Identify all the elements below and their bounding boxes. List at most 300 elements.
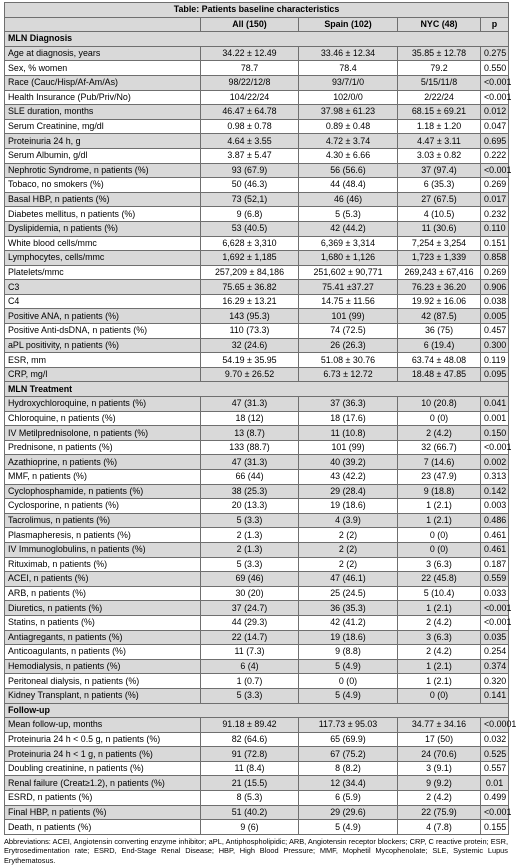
table-cell: <0.001: [481, 615, 509, 630]
table-container: [4, 2, 516, 866]
section-title: Follow-up: [5, 703, 509, 718]
table-cell: 7,254 ± 3,254: [398, 236, 481, 251]
table-cell: 51 (40.2): [201, 805, 299, 820]
table-row: [5, 820, 509, 835]
row-label: Anticoagulants, n patients (%): [5, 645, 201, 660]
row-label: Age at diagnosis, years: [5, 46, 201, 61]
table-cell: 22 (14.7): [201, 630, 299, 645]
row-label: C3: [5, 280, 201, 295]
table-cell: 0.374: [481, 659, 509, 674]
table-cell: 37 (24.7): [201, 601, 299, 616]
table-row: [5, 411, 509, 426]
table-row: [5, 178, 509, 193]
table-cell: 73 (52,1): [201, 192, 299, 207]
row-label: White blood cells/mmc: [5, 236, 201, 251]
table-cell: 6 (5.9): [299, 791, 398, 806]
table-cell: 101 (99): [299, 440, 398, 455]
table-cell: 0.89 ± 0.48: [299, 119, 398, 134]
table-row: [5, 645, 509, 660]
table-cell: 0.012: [481, 105, 509, 120]
table-cell: 93 (67.9): [201, 163, 299, 178]
table-row: [5, 75, 509, 90]
row-label: Serum Creatinine, mg/dl: [5, 119, 201, 134]
section-title: MLN Treatment: [5, 382, 509, 397]
table-cell: 0.499: [481, 791, 509, 806]
table-cell: 0 (0): [299, 674, 398, 689]
row-label: ACEI, n patients (%): [5, 572, 201, 587]
table-cell: 47 (46.1): [299, 572, 398, 587]
row-label: Health Insurance (Pub/Priv/No): [5, 90, 201, 105]
table-cell: 5 (3.3): [201, 513, 299, 528]
table-cell: 98/22/12/8: [201, 75, 299, 90]
table-cell: 1.18 ± 1.20: [398, 119, 481, 134]
table-cell: 257,209 ± 84,186: [201, 265, 299, 280]
table-row: [5, 163, 509, 178]
table-row: [5, 309, 509, 324]
table-cell: 0.187: [481, 557, 509, 572]
table-row: [5, 236, 509, 251]
row-label: Diuretics, n patients (%): [5, 601, 201, 616]
table-cell: 12 (34.4): [299, 776, 398, 791]
baseline-characteristics-table: [4, 2, 516, 835]
table-row: [5, 484, 509, 499]
table-row: [5, 46, 509, 61]
table-cell: 36 (75): [398, 324, 481, 339]
table-cell: 102/0/0: [299, 90, 398, 105]
table-cell: 74 (72.5): [299, 324, 398, 339]
table-cell: 0.032: [481, 732, 509, 747]
table-cell: 0.98 ± 0.78: [201, 119, 299, 134]
table-row: [5, 61, 509, 76]
table-cell: 0.525: [481, 747, 509, 762]
table-cell: 2 (1.3): [201, 528, 299, 543]
row-label: MMF, n patients (%): [5, 470, 201, 485]
table-cell: 0.110: [481, 221, 509, 236]
table-cell: 0.695: [481, 134, 509, 149]
table-row: [5, 572, 509, 587]
row-label: Renal failure (Creat≥1.2), n patients (%): [5, 776, 201, 791]
table-cell: 34.22 ± 12.49: [201, 46, 299, 61]
table-cell: 0.035: [481, 630, 509, 645]
table-cell: 18 (17.6): [299, 411, 398, 426]
table-cell: 6.73 ± 12.72: [299, 367, 398, 382]
table-cell: 0.559: [481, 572, 509, 587]
table-cell: 0 (0): [398, 542, 481, 557]
table-row: [5, 426, 509, 441]
table-cell: 0.461: [481, 542, 509, 557]
table-cell: 0.254: [481, 645, 509, 660]
table-cell: 269,243 ± 67,416: [398, 265, 481, 280]
table-row: [5, 455, 509, 470]
table-cell: 3.87 ± 5.47: [201, 148, 299, 163]
row-label: Hydroxychloroquine, n patients (%): [5, 397, 201, 412]
table-cell: 2 (2): [299, 542, 398, 557]
row-label: Proteinuria 24 h < 1 g, n patients (%): [5, 747, 201, 762]
table-cell: 8 (5.3): [201, 791, 299, 806]
table-cell: 1 (2.1): [398, 659, 481, 674]
table-row: [5, 338, 509, 353]
table-cell: 0.047: [481, 119, 509, 134]
row-label: CRP, mg/l: [5, 367, 201, 382]
table-cell: 53 (40.5): [201, 221, 299, 236]
row-label: Prednisone, n patients (%): [5, 440, 201, 455]
table-cell: 27 (67.5): [398, 192, 481, 207]
table-cell: 38 (25.3): [201, 484, 299, 499]
table-cell: 35.85 ± 12.78: [398, 46, 481, 61]
table-cell: 91 (72.8): [201, 747, 299, 762]
table-cell: 117.73 ± 95.03: [299, 718, 398, 733]
section-title: MLN Diagnosis: [5, 32, 509, 47]
table-cell: 66 (44): [201, 470, 299, 485]
table-cell: 0.017: [481, 192, 509, 207]
row-label: Sex, % women: [5, 61, 201, 76]
table-cell: 46 (46): [299, 192, 398, 207]
table-cell: 0.155: [481, 820, 509, 835]
table-cell: 78.7: [201, 61, 299, 76]
table-cell: 3.03 ± 0.82: [398, 148, 481, 163]
table-cell: 13 (8.7): [201, 426, 299, 441]
table-cell: 1 (2.1): [398, 499, 481, 514]
table-cell: 23 (47.9): [398, 470, 481, 485]
table-row: [5, 542, 509, 557]
row-label: Antiagregants, n patients (%): [5, 630, 201, 645]
table-cell: 54.19 ± 35.95: [201, 353, 299, 368]
table-cell: 33.46 ± 12.34: [299, 46, 398, 61]
table-cell: 65 (69.9): [299, 732, 398, 747]
table-cell: 14.75 ± 11.56: [299, 294, 398, 309]
row-label: IV Metilprednisolone, n patients (%): [5, 426, 201, 441]
abbreviations-note: Abbreviations: ACEI, Angiotensin converting enzyme inhibitor; aPL, Antiphospholipidic; ARB, Angiotensin receptor blockers; CRP, C reactive protein; ESR, Erytrosedimentation rate; ESRD, End-Stage Renal Disease; HBP, High Blood Pressure; MMF, Mophetil Mycophenolate; SLE, Systemic Lupus Erythematosus.: [4, 836, 508, 866]
table-cell: 0.275: [481, 46, 509, 61]
table-cell: 76.23 ± 36.20: [398, 280, 481, 295]
table-cell: 79.2: [398, 61, 481, 76]
table-cell: 22 (75.9): [398, 805, 481, 820]
row-label: SLE duration, months: [5, 105, 201, 120]
table-cell: 5 (4.9): [299, 688, 398, 703]
table-cell: 1,680 ± 1,126: [299, 251, 398, 266]
table-cell: 0.269: [481, 178, 509, 193]
row-label: Tobaco, no smokers (%): [5, 178, 201, 193]
table-cell: 78.4: [299, 61, 398, 76]
row-label: ESR, mm: [5, 353, 201, 368]
table-cell: 11 (7.3): [201, 645, 299, 660]
table-body: [5, 3, 516, 835]
table-row: [5, 90, 509, 105]
table-cell: 19 (18.6): [299, 499, 398, 514]
table-cell: 4.47 ± 3.11: [398, 134, 481, 149]
table-cell: 2 (2): [299, 557, 398, 572]
table-cell: 4.72 ± 3.74: [299, 134, 398, 149]
table-cell: 11 (8.4): [201, 761, 299, 776]
table-cell: 32 (24.6): [201, 338, 299, 353]
table-cell: 16.29 ± 13.21: [201, 294, 299, 309]
table-cell: 0.300: [481, 338, 509, 353]
table-cell: 0.313: [481, 470, 509, 485]
table-cell: 75.65 ± 36.82: [201, 280, 299, 295]
table-cell: 24 (70.6): [398, 747, 481, 762]
table-cell: 0.041: [481, 397, 509, 412]
table-cell: 37 (97.4): [398, 163, 481, 178]
table-cell: 6,369 ± 3,314: [299, 236, 398, 251]
table-cell: 251,602 ± 90,771: [299, 265, 398, 280]
table-row: [5, 615, 509, 630]
table-row: [5, 324, 509, 339]
section-header-row: [5, 32, 509, 47]
table-cell: 0.486: [481, 513, 509, 528]
row-label: Doubling creatinine, n patients (%): [5, 761, 201, 776]
row-label: Platelets/mmc: [5, 265, 201, 280]
row-label: Mean follow-up, months: [5, 718, 201, 733]
table-cell: 0.001: [481, 411, 509, 426]
table-row: [5, 659, 509, 674]
table-cell: 2 (1.3): [201, 542, 299, 557]
table-row: [5, 586, 509, 601]
table-cell: 91.18 ± 89.42: [201, 718, 299, 733]
table-cell: 0.003: [481, 499, 509, 514]
table-cell: 0.151: [481, 236, 509, 251]
table-cell: 5 (10.4): [398, 586, 481, 601]
table-cell: 0.002: [481, 455, 509, 470]
table-cell: 133 (88.7): [201, 440, 299, 455]
table-cell: <0.0001: [481, 718, 509, 733]
table-cell: 46.47 ± 64.78: [201, 105, 299, 120]
table-cell: 0.038: [481, 294, 509, 309]
table-cell: 4 (3.9): [299, 513, 398, 528]
table-cell: 7 (14.6): [398, 455, 481, 470]
table-cell: 20 (13.3): [201, 499, 299, 514]
table-cell: 9 (6.8): [201, 207, 299, 222]
table-cell: 0 (0): [398, 528, 481, 543]
table-cell: 0.320: [481, 674, 509, 689]
table-cell: 2/22/24: [398, 90, 481, 105]
table-cell: 19.92 ± 16.06: [398, 294, 481, 309]
row-label: Positive Anti-dsDNA, n patients (%): [5, 324, 201, 339]
table-cell: 51.08 ± 30.76: [299, 353, 398, 368]
table-cell: <0.001: [481, 440, 509, 455]
table-cell: 82 (64.6): [201, 732, 299, 747]
table-cell: 25 (24.5): [299, 586, 398, 601]
table-cell: 0.461: [481, 528, 509, 543]
table-cell: 5 (3.3): [201, 557, 299, 572]
table-cell: 3 (6.3): [398, 630, 481, 645]
table-cell: 2 (4.2): [398, 615, 481, 630]
table-row: [5, 192, 509, 207]
row-label: Hemodialysis, n patients (%): [5, 659, 201, 674]
table-row: [5, 105, 509, 120]
table-row: [5, 688, 509, 703]
table-cell: 0.269: [481, 265, 509, 280]
table-row: [5, 805, 509, 820]
table-cell: 6 (35.3): [398, 178, 481, 193]
table-cell: 0 (0): [398, 688, 481, 703]
table-cell: 6 (4): [201, 659, 299, 674]
row-label: Cyclosporine, n patients (%): [5, 499, 201, 514]
table-row: [5, 221, 509, 236]
table-row: [5, 251, 509, 266]
table-row: [5, 397, 509, 412]
table-cell: 67 (75.2): [299, 747, 398, 762]
table-cell: 5 (5.3): [299, 207, 398, 222]
table-cell: 0.005: [481, 309, 509, 324]
table-cell: 4.64 ± 3.55: [201, 134, 299, 149]
table-cell: 68.15 ± 69.21: [398, 105, 481, 120]
table-cell: 36 (35.3): [299, 601, 398, 616]
row-label: Positive ANA, n patients (%): [5, 309, 201, 324]
table-cell: 0.142: [481, 484, 509, 499]
table-cell: 9.70 ± 26.52: [201, 367, 299, 382]
table-cell: 3 (6.3): [398, 557, 481, 572]
table-cell: 22 (45.8): [398, 572, 481, 587]
table-cell: 17 (50): [398, 732, 481, 747]
table-row: [5, 499, 509, 514]
table-cell: 143 (95.3): [201, 309, 299, 324]
table-row: [5, 557, 509, 572]
table-cell: 44 (48.4): [299, 178, 398, 193]
column-header: Spain (102): [299, 17, 398, 32]
table-cell: 4.30 ± 6.66: [299, 148, 398, 163]
table-row: [5, 367, 509, 382]
table-cell: 3 (9.1): [398, 761, 481, 776]
table-cell: 1 (2.1): [398, 601, 481, 616]
table-row: [5, 440, 509, 455]
column-header: p: [481, 17, 509, 32]
table-cell: 1,692 ± 1,185: [201, 251, 299, 266]
table-row: [5, 601, 509, 616]
table-cell: 37 (36.3): [299, 397, 398, 412]
table-cell: 0.550: [481, 61, 509, 76]
table-cell: 2 (4.2): [398, 426, 481, 441]
row-label: Cyclophosphamide, n patients (%): [5, 484, 201, 499]
table-cell: 0.119: [481, 353, 509, 368]
row-label: ESRD, n patients (%): [5, 791, 201, 806]
table-cell: 75.41 ±37.27: [299, 280, 398, 295]
row-label: Final HBP, n patients (%): [5, 805, 201, 820]
table-cell: 11 (30.6): [398, 221, 481, 236]
table-cell: 1 (2.1): [398, 513, 481, 528]
table-cell: 2 (4.2): [398, 645, 481, 660]
table-cell: 5 (4.9): [299, 820, 398, 835]
row-label: Diabetes mellitus, n patients (%): [5, 207, 201, 222]
table-cell: 6 (19.4): [398, 338, 481, 353]
table-cell: 0.033: [481, 586, 509, 601]
section-header-row: [5, 703, 509, 718]
row-label: Proteinuria 24 h, g: [5, 134, 201, 149]
table-cell: <0.001: [481, 75, 509, 90]
table-cell: 4 (10.5): [398, 207, 481, 222]
row-label: Dyslipidemia, n patients (%): [5, 221, 201, 236]
table-cell: 0.01: [481, 776, 509, 791]
row-label: Serum Albumin, g/dl: [5, 148, 201, 163]
column-header-row: [5, 17, 509, 32]
table-cell: 63.74 ± 48.08: [398, 353, 481, 368]
table-row: [5, 791, 509, 806]
table-cell: 5 (4.9): [299, 659, 398, 674]
table-cell: 11 (10.8): [299, 426, 398, 441]
table-row: [5, 776, 509, 791]
table-cell: 9 (18.8): [398, 484, 481, 499]
table-cell: 9 (6): [201, 820, 299, 835]
table-cell: 9 (9.2): [398, 776, 481, 791]
table-row: [5, 353, 509, 368]
table-cell: <0.001: [481, 163, 509, 178]
table-cell: 19 (18.6): [299, 630, 398, 645]
table-cell: 47 (31.3): [201, 455, 299, 470]
table-cell: 1 (0.7): [201, 674, 299, 689]
table-cell: 93/7/1/0: [299, 75, 398, 90]
row-label: Race (Cauc/Hisp/Af-Am/As): [5, 75, 201, 90]
table-cell: 2 (4.2): [398, 791, 481, 806]
table-cell: <0.001: [481, 90, 509, 105]
table-cell: 0.557: [481, 761, 509, 776]
table-row: [5, 280, 509, 295]
table-cell: 10 (20.8): [398, 397, 481, 412]
table-cell: 29 (29.6): [299, 805, 398, 820]
row-label: Tacrolimus, n patients (%): [5, 513, 201, 528]
row-label: ARB, n patients (%): [5, 586, 201, 601]
table-cell: 0.858: [481, 251, 509, 266]
table-cell: 4 (7.8): [398, 820, 481, 835]
table-row: [5, 148, 509, 163]
table-cell: 9 (8.8): [299, 645, 398, 660]
table-row: [5, 513, 509, 528]
row-label: Kidney Transplant, n patients (%): [5, 688, 201, 703]
table-cell: <0.001: [481, 601, 509, 616]
row-label: Death, n patients (%): [5, 820, 201, 835]
table-cell: 18 (12): [201, 411, 299, 426]
table-cell: 6,628 ± 3,310: [201, 236, 299, 251]
table-cell: 47 (31.3): [201, 397, 299, 412]
column-header: [5, 17, 201, 32]
table-cell: 0.222: [481, 148, 509, 163]
table-cell: 2 (2): [299, 528, 398, 543]
table-cell: 0.141: [481, 688, 509, 703]
table-row: [5, 119, 509, 134]
row-label: IV Immunoglobulins, n patients (%): [5, 542, 201, 557]
table-row: [5, 761, 509, 776]
row-label: Nephrotic Syndrome, n patients (%): [5, 163, 201, 178]
table-cell: 21 (15.5): [201, 776, 299, 791]
table-row: [5, 207, 509, 222]
table-cell: 44 (29.3): [201, 615, 299, 630]
table-cell: 0.150: [481, 426, 509, 441]
table-row: [5, 674, 509, 689]
table-cell: 1,723 ± 1,339: [398, 251, 481, 266]
row-label: C4: [5, 294, 201, 309]
table-cell: 5 (3.3): [201, 688, 299, 703]
column-header: All (150): [201, 17, 299, 32]
table-cell: 42 (41.2): [299, 615, 398, 630]
table-cell: 56 (56.6): [299, 163, 398, 178]
column-header: NYC (48): [398, 17, 481, 32]
row-label: Lymphocytes, cells/mmc: [5, 251, 201, 266]
table-cell: 0.232: [481, 207, 509, 222]
table-cell: 69 (46): [201, 572, 299, 587]
table-cell: 5/15/11/8: [398, 75, 481, 90]
table-cell: 30 (20): [201, 586, 299, 601]
row-label: Proteinuria 24 h < 0.5 g, n patients (%): [5, 732, 201, 747]
table-cell: 43 (42.2): [299, 470, 398, 485]
table-row: [5, 528, 509, 543]
table-cell: <0.001: [481, 805, 509, 820]
table-cell: 32 (66.7): [398, 440, 481, 455]
table-cell: 18.48 ± 47.85: [398, 367, 481, 382]
table-row: [5, 470, 509, 485]
table-cell: 0.457: [481, 324, 509, 339]
table-cell: 0.906: [481, 280, 509, 295]
table-cell: 0 (0): [398, 411, 481, 426]
table-cell: 29 (28.4): [299, 484, 398, 499]
table-row: [5, 630, 509, 645]
